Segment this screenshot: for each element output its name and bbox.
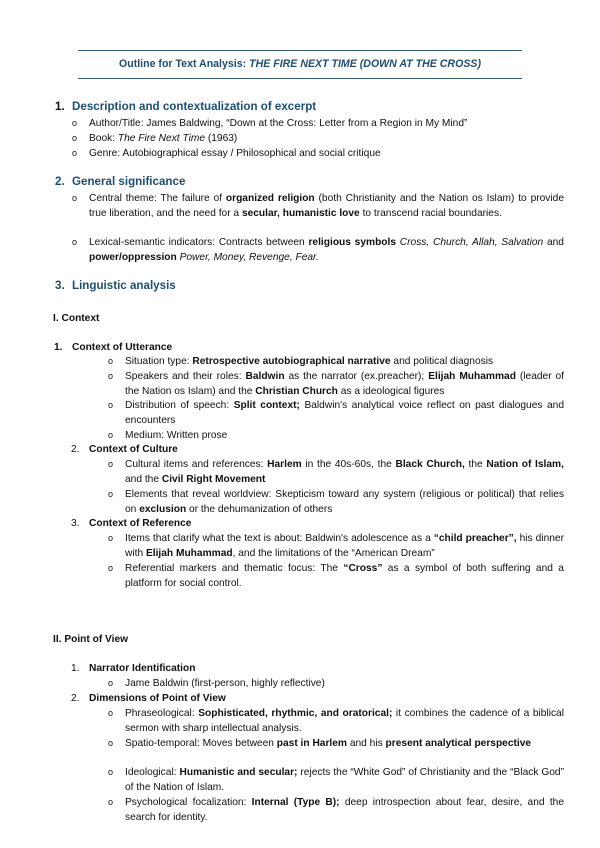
bold-run: Elijah Muhammad xyxy=(145,548,233,559)
document-title xyxy=(78,51,522,78)
title-rule-bottom xyxy=(78,78,522,79)
section-2-heading xyxy=(55,174,185,189)
item-number: 3. xyxy=(71,518,80,529)
text-run: Psychological focalization: xyxy=(125,797,247,808)
item-number: 1. xyxy=(71,663,80,674)
bold-run: present analytical perspective xyxy=(385,738,532,749)
bold-run: power/oppression xyxy=(89,252,177,263)
text-run: in the 40s-60s, the xyxy=(305,459,392,470)
bullet-icon: o xyxy=(72,237,78,247)
item-title: Context of Utterance xyxy=(72,342,173,353)
bold-run: Baldwin xyxy=(245,371,285,382)
bold-run: Black Church, xyxy=(395,459,465,470)
item-number: 2. xyxy=(71,693,80,704)
bold-run: Humanistic and secular; xyxy=(179,767,298,778)
text-run: Cultural items and references: xyxy=(125,459,264,470)
list-item xyxy=(72,191,564,221)
bold-run: “child preacher”, xyxy=(433,533,517,544)
text-run: (both Christianity and the Nation os Islam) to provide true liberation, and the need for a xyxy=(89,193,564,219)
bold-run: Internal (Type B); xyxy=(251,797,340,808)
list-item xyxy=(108,398,564,428)
text-run: Speakers and their roles: xyxy=(125,371,242,382)
text-run: as the narrator (ex.preacher); xyxy=(288,371,425,382)
item-number: 2. xyxy=(71,444,80,455)
text-run: Items that clarify what the text is about: Baldwin's adolescence as a xyxy=(125,533,431,544)
list-item xyxy=(108,676,564,691)
bullet-icon: o xyxy=(72,193,78,203)
bold-run: exclusion xyxy=(139,504,187,515)
bullet-icon: o xyxy=(108,459,114,469)
list-item xyxy=(108,736,564,751)
text-run: his dinner with xyxy=(125,533,564,559)
text-run: Central theme: The failure of xyxy=(89,193,223,204)
bullet-icon: o xyxy=(108,708,114,718)
list-item xyxy=(108,561,564,591)
item-title: Context of Reference xyxy=(89,518,192,529)
text-run: deep introspection about fear, desire, and the search for identity. xyxy=(125,797,564,823)
list-item xyxy=(72,116,564,131)
text-run: and the xyxy=(125,474,159,485)
text-run: rejects the “White God” of Christianity and the “Black God” of the Nation of Islam. xyxy=(125,767,564,793)
bold-run: Nation of Islam, xyxy=(486,459,564,470)
title-work: THE FIRE NEXT TIME (DOWN AT THE CROSS) xyxy=(249,58,481,70)
text-run: Spatio-temporal: Moves between xyxy=(125,738,274,749)
text-run: Elements that reveal worldview: Skepticism toward any system (religious or political) that relies on xyxy=(125,489,564,515)
section-1-heading xyxy=(55,99,316,114)
context-heading: I. Context xyxy=(53,313,100,324)
item-title: Context of Culture xyxy=(89,444,178,455)
text-run: Situation type: xyxy=(125,356,190,367)
list-item xyxy=(108,457,564,487)
list-item xyxy=(108,428,564,443)
text-run: the xyxy=(468,459,483,470)
list-item xyxy=(72,235,564,265)
bullet-icon: o xyxy=(108,563,114,573)
section-1-title: Description and contextualization of excerpt xyxy=(72,100,317,113)
text-run: or the dehumanization of others xyxy=(189,504,333,515)
author-title-text: Author/Title: James Baldwing, “Down at the Cross: Letter from a Region in My Mind” xyxy=(89,118,468,129)
title-prefix: Outline for Text Analysis: xyxy=(119,58,247,70)
text-run: Jame Baldwin (first-person, highly reflective) xyxy=(125,678,325,689)
text-run: as a symbol of both suffering and a platform for social control. xyxy=(125,563,564,589)
bold-run: “Cross” xyxy=(343,563,383,574)
bold-run: Harlem xyxy=(267,459,302,470)
bullet-icon: o xyxy=(72,148,78,158)
item-number: 1. xyxy=(54,342,63,353)
text-run: Baldwin's analytical voice reflect on past dialogues and encounters xyxy=(125,400,564,426)
bullet-icon: o xyxy=(108,489,114,499)
text-run: and political diagnosis xyxy=(393,356,494,367)
section-3-number: 3. xyxy=(55,279,65,292)
utterance-heading xyxy=(54,340,172,355)
text-run: Distribution of speech: xyxy=(125,400,230,411)
text-run: as a ideological figures xyxy=(340,386,445,397)
genre-text: Genre: Autobiographical essay / Philosophical and social critique xyxy=(89,148,381,159)
culture-heading xyxy=(71,442,178,457)
bullet-icon: o xyxy=(108,738,114,748)
point-of-view-heading: II. Point of View xyxy=(53,634,129,645)
list-item xyxy=(108,354,564,369)
title-block xyxy=(78,50,522,79)
text-run: to transcend racial boundaries. xyxy=(362,208,502,219)
book-title: The Fire Next Time xyxy=(117,133,205,144)
bold-run: Sophisticated, rhythmic, and oratorical; xyxy=(198,708,393,719)
bold-run: past in Harlem xyxy=(276,738,347,749)
list-item xyxy=(108,369,564,399)
dimensions-heading xyxy=(71,691,226,706)
book-label: Book: xyxy=(89,133,116,144)
bold-run: Christian Church xyxy=(255,386,338,397)
item-title: Dimensions of Point of View xyxy=(89,693,226,704)
italic-run: Power, Money, Revenge, Fear. xyxy=(179,252,319,263)
text-run: Referential markers and thematic focus: The xyxy=(125,563,338,574)
section-3-title: Linguistic analysis xyxy=(72,279,176,292)
section-3-heading xyxy=(55,278,176,293)
list-item xyxy=(108,531,564,561)
text-run: and xyxy=(546,237,564,248)
bullet-icon: o xyxy=(108,797,114,807)
item-title: Narrator Identification xyxy=(89,663,196,674)
text-run: Lexical-semantic indicators: Contracts between xyxy=(89,237,305,248)
bullet-icon: o xyxy=(108,371,114,381)
bold-run: Civil Right Movement xyxy=(161,474,266,485)
section-1-number: 1. xyxy=(55,100,65,113)
bold-run: Split context; xyxy=(233,400,300,411)
bullet-icon: o xyxy=(72,133,78,143)
list-item xyxy=(108,795,564,825)
list-item xyxy=(72,131,564,146)
bold-run: religious symbols xyxy=(308,237,397,248)
text-run: , and the limitations of the “American Dream” xyxy=(232,548,435,559)
text-run: Ideological: xyxy=(125,767,177,778)
text-run: it combines the cadence of a biblical sermon with sharp intellectual analysis. xyxy=(125,708,564,734)
section-2-number: 2. xyxy=(55,175,65,188)
list-item xyxy=(72,146,564,161)
reference-heading xyxy=(71,516,191,531)
list-item xyxy=(108,706,564,736)
text-run: Medium: Written prose xyxy=(125,430,228,441)
bullet-icon: o xyxy=(72,118,78,128)
text-run: (leader of the Nation os Islam) and the xyxy=(125,371,565,397)
bold-run: secular, humanistic love xyxy=(241,208,360,219)
italic-run: Cross, Church, Allah, Salvation xyxy=(399,237,544,248)
list-item xyxy=(108,765,564,795)
bullet-icon: o xyxy=(108,430,114,440)
book-year: (1963) xyxy=(207,133,238,144)
list-item xyxy=(108,487,564,517)
bullet-icon: o xyxy=(108,356,114,366)
narrator-heading xyxy=(71,661,195,676)
text-run: Phraseological: xyxy=(125,708,195,719)
bold-run: organized religion xyxy=(225,193,315,204)
bullet-icon: o xyxy=(108,400,114,410)
bold-run: Elijah Muhammad xyxy=(428,371,516,382)
text-run: and his xyxy=(349,738,383,749)
bullet-icon: o xyxy=(108,767,114,777)
bullet-icon: o xyxy=(108,533,114,543)
section-2-title: General significance xyxy=(72,175,186,188)
bold-run: Retrospective autobiographical narrative xyxy=(192,356,391,367)
bullet-icon: o xyxy=(108,678,114,688)
